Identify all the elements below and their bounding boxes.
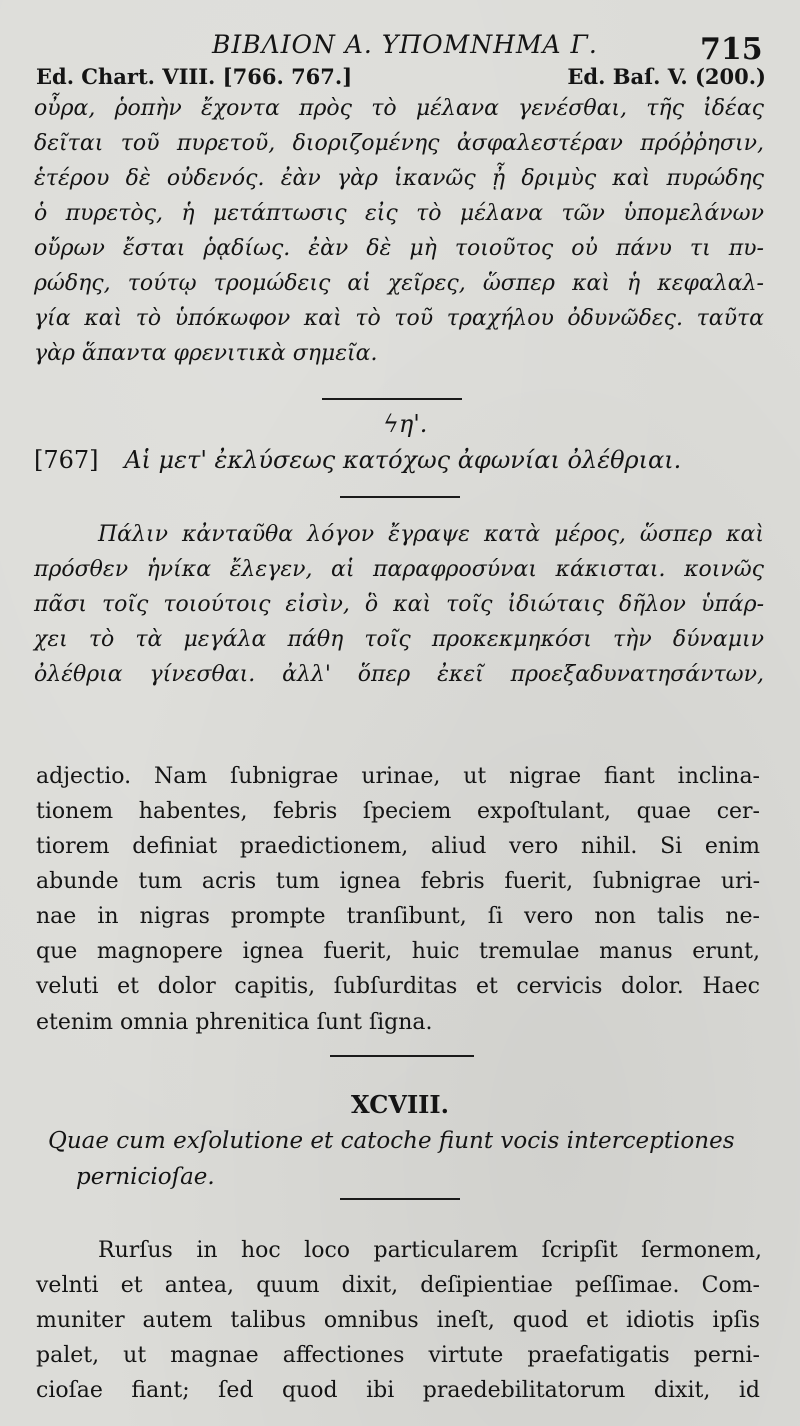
text-line: χει τὸ τὰ μεγάλα πάθη τοῖς προκεκμηκόσι τὴν δύναμιν bbox=[34, 627, 764, 652]
text-line: velnti et antea, quum dixit, deſipientiae peſſimae. Com- bbox=[36, 1273, 760, 1298]
section-rule bbox=[322, 398, 462, 400]
latin-section-title-line1: Quae cum exſolutione et catoche fiunt vocis interceptiones bbox=[48, 1128, 735, 1154]
section-rule bbox=[340, 496, 460, 498]
latin-section-title-line2: pernicioſae. bbox=[76, 1164, 215, 1190]
running-head bbox=[0, 30, 800, 66]
text-line: Rurſus in hoc loco particularem ſcripſit ſermonem, bbox=[98, 1238, 762, 1263]
text-line: nae in nigras prompte tranſibunt, ſi vero non talis ne- bbox=[36, 904, 760, 929]
latin-section-number: XCVIII. bbox=[351, 1090, 449, 1119]
text-line: palet, ut magnae affectiones virtute praefatigatis perni- bbox=[36, 1343, 760, 1368]
text-line: οὖρα, ῥοπὴν ἔχοντα πρὸς τὸ μέλανα γενέσθαι, τῆς ἰδέας bbox=[34, 96, 764, 121]
section-rule bbox=[330, 1055, 474, 1057]
edition-basel: Ed. Baſ. V. (200.) bbox=[567, 64, 766, 89]
text-line: Πάλιν κἀνταῦθα λόγον ἔγραψε κατὰ μέρος, ὥσπερ καὶ bbox=[98, 522, 764, 547]
text-line: veluti et dolor capitis, ſubſurditas et cervicis dolor. Haec bbox=[36, 974, 760, 999]
running-head-title: ΒΙΒΛΙΟΝ Α. ΥΠΟΜΝΗΜΑ Γ. bbox=[212, 30, 598, 59]
text-line: οὔρων ἔσται ῥᾳδίως. ἐὰν δὲ μὴ τοιοῦτος οὐ πάνυ τι πυ- bbox=[34, 236, 764, 261]
text-line: πρόσθεν ἡνίκα ἔλεγεν, αἱ παραφροσύναι κάκισται. κοινῶς bbox=[34, 557, 764, 582]
text-line: que magnopere ignea fuerit, huic tremulae manus erunt, bbox=[36, 939, 760, 964]
text-line: muniter autem talibus omnibus ineſt, quod et idiotis ipſis bbox=[36, 1308, 760, 1333]
text-line: tiorem definiat praedictionem, aliud vero nihil. Si enim bbox=[36, 834, 760, 859]
text-line: etenim omnia phrenitica ſunt ſigna. bbox=[36, 1010, 433, 1035]
text-line: ὀλέθρια γίνεσθαι. ἀλλ' ὅπερ ἐκεῖ προεξαδυνατησάντων, bbox=[34, 662, 764, 687]
text-line: γὰρ ἅπαντα φρενιτικὰ σημεῖα. bbox=[34, 341, 378, 366]
text-line: πᾶσι τοῖς τοιούτοις εἰσὶν, ὃ καὶ τοῖς ἰδιώταις δῆλον ὑπάρ- bbox=[34, 592, 764, 617]
text-line: δεῖται τοῦ πυρετοῦ, διοριζομένης ἀσφαλεστέραν πρόῤῥησιν, bbox=[34, 131, 764, 156]
text-line: tionem habentes, febris ſpeciem expoſtulant, quae cer- bbox=[36, 799, 760, 824]
aphorism-line bbox=[34, 446, 681, 474]
text-line: ὁ πυρετὸς, ἡ μετάπτωσις εἰς τὸ μέλανα τῶν ὑπομελάνων bbox=[34, 201, 764, 226]
page-number: 715 bbox=[700, 32, 763, 67]
section-rule bbox=[340, 1198, 460, 1200]
text-line: ρώδης, τούτῳ τρομώδεις αἱ χεῖρες, ὥσπερ καὶ ἡ κεφαλαλ- bbox=[34, 271, 764, 296]
text-line: cioſae fiant; ſed quod ibi praedebilitatorum dixit, id bbox=[36, 1378, 760, 1403]
text-line: γία καὶ τὸ ὑπόκωφον καὶ τὸ τοῦ τραχήλου ὀδυνῶδες. ταῦτα bbox=[34, 306, 764, 331]
text-line: ἑτέρου δὲ οὐδενός. ἐὰν γὰρ ἱκανῶς ᾖ δριμὺς καὶ πυρώδης bbox=[34, 166, 764, 191]
edition-chartier: Ed. Chart. VIII. [766. 767.] bbox=[36, 64, 353, 89]
aphorism-text: Αἱ μετ' ἐκλύσεως κατόχως ἀφωνίαι ὀλέθριαι. bbox=[124, 446, 682, 474]
edition-line bbox=[36, 64, 766, 94]
text-line: abunde tum acris tum ignea febris fuerit, ſubnigrae uri- bbox=[36, 869, 760, 894]
greek-section-marker: ϟη'. bbox=[383, 410, 428, 438]
text-line: adjectio. Nam ſubnigrae urinae, ut nigrae fiant inclina- bbox=[36, 764, 760, 789]
aphorism-page-ref: [767] bbox=[34, 446, 99, 474]
